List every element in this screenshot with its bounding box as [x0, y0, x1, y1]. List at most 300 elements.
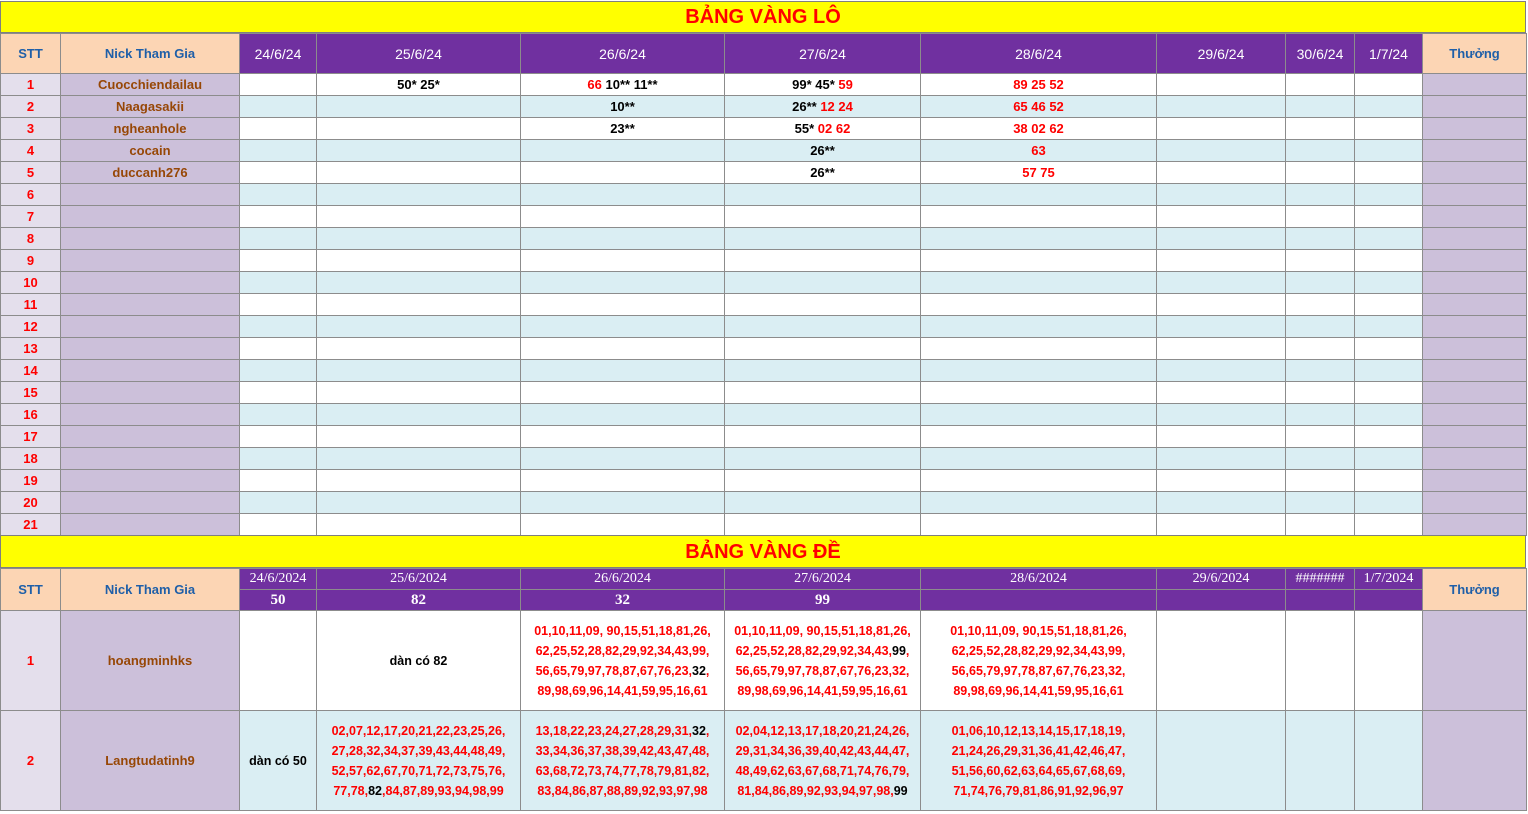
row-cell: [240, 74, 317, 96]
row-nick: [61, 272, 240, 294]
cell-number-run: 01,10,11,09, 90,15,51,18,81,26,: [950, 623, 1127, 638]
row-reward: [1423, 118, 1527, 140]
row-cell: [921, 470, 1157, 492]
row-cell: [1286, 140, 1355, 162]
row-cell: [240, 338, 317, 360]
row-cell: [317, 272, 521, 294]
row-cell: [1355, 294, 1423, 316]
row-cell: [725, 360, 921, 382]
row-cell: [1286, 470, 1355, 492]
row-cell: [521, 448, 725, 470]
cell-number-run: 82: [368, 783, 383, 798]
cell-number-run: 32: [692, 663, 706, 678]
row-stt: 12: [1, 316, 61, 338]
header-stt: STT: [1, 34, 61, 74]
row-nick: [61, 404, 240, 426]
row-cell: [1286, 316, 1355, 338]
cell-number-run: 59: [838, 77, 853, 92]
row-stt: 18: [1, 448, 61, 470]
row-cell: [1157, 360, 1286, 382]
row-cell: [921, 360, 1157, 382]
cell-number-run: 26**: [792, 99, 821, 114]
row-nick: [61, 184, 240, 206]
cell-number-run: 48,49,62,63,67,68,71,74,76,79,: [735, 763, 910, 778]
row-cell: [725, 448, 921, 470]
row-nick: ngheanhole: [61, 118, 240, 140]
row-cell: [921, 162, 1157, 184]
row-cell: [317, 96, 521, 118]
table-row: [1, 426, 1527, 448]
cell-number-run: 26**: [810, 165, 835, 180]
row-cell: [1157, 96, 1286, 118]
row-cell: [921, 250, 1157, 272]
row-cell: [1157, 294, 1286, 316]
row-stt: 21: [1, 514, 61, 536]
row-stt: 17: [1, 426, 61, 448]
cell-number-run: dàn có 50: [249, 753, 307, 768]
row-cell: [921, 404, 1157, 426]
row-cell: [725, 611, 921, 711]
cell-number-run: 56,65,79,97,78,87,67,76,23,32,: [735, 663, 910, 678]
row-cell: [1157, 470, 1286, 492]
row-cell: [921, 272, 1157, 294]
row-cell: [1355, 448, 1423, 470]
row-cell: [317, 711, 521, 811]
row-nick: [61, 382, 240, 404]
row-cell: [240, 448, 317, 470]
row-stt: 16: [1, 404, 61, 426]
row-cell: [240, 118, 317, 140]
row-cell: [1286, 96, 1355, 118]
row-cell: [1157, 250, 1286, 272]
row-cell: [1157, 448, 1286, 470]
row-cell: [240, 250, 317, 272]
row-cell: [1286, 611, 1355, 711]
row-cell: [725, 96, 921, 118]
row-cell: [317, 338, 521, 360]
table-row: [1, 184, 1527, 206]
row-nick: [61, 294, 240, 316]
row-cell: [1355, 360, 1423, 382]
row-cell: [921, 338, 1157, 360]
row-cell: [725, 118, 921, 140]
header-result: [1355, 590, 1423, 611]
row-cell: [240, 96, 317, 118]
cell-number-run: 26**: [810, 143, 835, 158]
row-cell: [1157, 338, 1286, 360]
row-cell: [1157, 74, 1286, 96]
row-cell: [725, 514, 921, 536]
row-cell: [921, 514, 1157, 536]
row-cell: [317, 514, 521, 536]
cell-number-run: 89,98,69,96,14,41,59,95,16,61: [537, 683, 708, 698]
cell-number-run: 71,74,76,79,81,86,91,92,96,97: [953, 783, 1124, 798]
cell-number-run: 62,25,52,28,82,29,92,34,43,: [735, 643, 892, 658]
row-cell: [725, 404, 921, 426]
cell-number-run: 02 62: [817, 121, 851, 136]
row-reward: [1423, 338, 1527, 360]
row-nick: [61, 448, 240, 470]
row-cell: [240, 492, 317, 514]
row-cell: [725, 228, 921, 250]
row-cell: [240, 184, 317, 206]
row-cell: [921, 118, 1157, 140]
row-cell: [1157, 404, 1286, 426]
table-row: [1, 272, 1527, 294]
cell-number-run: 83,84,86,87,88,89,92,93,97,98: [537, 783, 708, 798]
header-date: 1/7/24: [1355, 34, 1423, 74]
row-cell: [725, 711, 921, 811]
cell-number-run: 33,34,36,37,38,39,42,43,47,48,: [535, 743, 710, 758]
row-cell: [1355, 611, 1423, 711]
row-cell: [1286, 272, 1355, 294]
cell-number-run: 23**: [610, 121, 635, 136]
row-cell: [317, 448, 521, 470]
cell-number-run: 99* 45*: [792, 77, 839, 92]
row-stt: 13: [1, 338, 61, 360]
row-nick: [61, 514, 240, 536]
table-row: [1, 316, 1527, 338]
row-cell: [1286, 228, 1355, 250]
row-cell: [1157, 228, 1286, 250]
cell-number-run: 89 25 52: [1013, 77, 1064, 92]
row-cell: [521, 250, 725, 272]
row-nick: [61, 206, 240, 228]
cell-number-run: ,: [705, 723, 710, 738]
row-cell: [1286, 184, 1355, 206]
row-cell: [725, 338, 921, 360]
header-date: 27/6/2024: [725, 569, 921, 590]
row-stt: 1: [1, 74, 61, 96]
row-nick: hoangminhks: [61, 611, 240, 711]
row-cell: [725, 272, 921, 294]
cell-number-run: ,: [705, 663, 710, 678]
row-cell: [1286, 448, 1355, 470]
row-nick: [61, 470, 240, 492]
cell-number-run: 56,65,79,97,78,87,67,76,23,: [535, 663, 692, 678]
row-cell: [921, 96, 1157, 118]
cell-number-run: ,84,87,89,93,94,98,99: [382, 783, 504, 798]
row-cell: [725, 250, 921, 272]
row-cell: [240, 360, 317, 382]
header-stt: STT: [1, 569, 61, 611]
header-date: 26/6/2024: [521, 569, 725, 590]
row-cell: [1286, 206, 1355, 228]
row-cell: [725, 184, 921, 206]
row-nick: [61, 360, 240, 382]
header-nick: Nick Tham Gia: [61, 34, 240, 74]
header-date: 29/6/24: [1157, 34, 1286, 74]
row-cell: [921, 184, 1157, 206]
header-date: 28/6/2024: [921, 569, 1157, 590]
row-reward: [1423, 611, 1527, 711]
cell-number-run: 29,31,34,36,39,40,42,43,44,47,: [735, 743, 910, 758]
row-reward: [1423, 184, 1527, 206]
row-cell: [521, 316, 725, 338]
row-cell: [317, 611, 521, 711]
row-cell: [1286, 294, 1355, 316]
cell-number-run: 57 75: [1022, 165, 1055, 180]
header-date: 1/7/2024: [1355, 569, 1423, 590]
row-cell: [1157, 162, 1286, 184]
row-cell: [317, 470, 521, 492]
row-cell: [921, 492, 1157, 514]
cell-number-run: 02,04,12,13,17,18,20,21,24,26,: [735, 723, 910, 738]
row-cell: [725, 162, 921, 184]
row-cell: [317, 294, 521, 316]
row-cell: [521, 272, 725, 294]
row-cell: [1355, 140, 1423, 162]
row-reward: [1423, 272, 1527, 294]
row-cell: [1355, 316, 1423, 338]
table-row: [1, 514, 1527, 536]
table-row: [1, 140, 1527, 162]
table-row: [1, 404, 1527, 426]
row-cell: [921, 228, 1157, 250]
row-cell: [1157, 382, 1286, 404]
row-cell: [317, 184, 521, 206]
row-cell: [921, 448, 1157, 470]
header-date: 24/6/24: [240, 34, 317, 74]
row-nick: [61, 228, 240, 250]
row-cell: [725, 294, 921, 316]
row-stt: 8: [1, 228, 61, 250]
row-cell: [1355, 118, 1423, 140]
row-nick: duccanh276: [61, 162, 240, 184]
row-cell: [240, 711, 317, 811]
row-cell: [317, 228, 521, 250]
row-reward: [1423, 382, 1527, 404]
row-cell: [521, 206, 725, 228]
row-reward: [1423, 228, 1527, 250]
row-cell: [317, 74, 521, 96]
row-reward: [1423, 250, 1527, 272]
row-cell: [317, 426, 521, 448]
row-stt: 5: [1, 162, 61, 184]
row-nick: Cuocchiendailau: [61, 74, 240, 96]
row-cell: [521, 184, 725, 206]
cell-number-run: 89,98,69,96,14,41,59,95,16,61: [737, 683, 908, 698]
cell-number-run: 89,98,69,96,14,41,59,95,16,61: [953, 683, 1124, 698]
row-reward: [1423, 162, 1527, 184]
row-cell: [1355, 426, 1423, 448]
row-cell: [521, 382, 725, 404]
row-cell: [521, 514, 725, 536]
header-date: 28/6/24: [921, 34, 1157, 74]
row-reward: [1423, 470, 1527, 492]
row-cell: [240, 514, 317, 536]
row-cell: [1355, 404, 1423, 426]
row-cell: [1157, 611, 1286, 711]
row-cell: [1355, 206, 1423, 228]
row-cell: [521, 360, 725, 382]
row-cell: [1286, 250, 1355, 272]
cell-number-run: 65 46 52: [1013, 99, 1064, 114]
row-stt: 20: [1, 492, 61, 514]
table-row: [1, 74, 1527, 96]
row-reward: [1423, 492, 1527, 514]
cell-number-run: ,: [905, 643, 910, 658]
row-cell: [921, 611, 1157, 711]
header-result: 32: [521, 590, 725, 611]
row-cell: [1286, 162, 1355, 184]
table-row: [1, 96, 1527, 118]
cell-number-run: 32: [692, 723, 706, 738]
row-stt: 1: [1, 611, 61, 711]
header-date: 25/6/24: [317, 34, 521, 74]
row-cell: [521, 118, 725, 140]
de-title-banner: BẢNG VÀNG ĐỀ: [0, 535, 1526, 568]
row-stt: 3: [1, 118, 61, 140]
cell-number-run: 38 02 62: [1013, 121, 1064, 136]
cell-number-run: 63,68,72,73,74,77,78,79,81,82,: [535, 763, 710, 778]
cell-number-run: 01,10,11,09, 90,15,51,18,81,26,: [734, 623, 911, 638]
row-cell: [521, 611, 725, 711]
row-cell: [921, 74, 1157, 96]
row-cell: [240, 404, 317, 426]
row-cell: [240, 382, 317, 404]
cell-number-run: 01,06,10,12,13,14,15,17,18,19,: [951, 723, 1126, 738]
header-result: [1286, 590, 1355, 611]
row-nick: [61, 492, 240, 514]
row-reward: [1423, 514, 1527, 536]
row-cell: [921, 206, 1157, 228]
row-cell: [240, 470, 317, 492]
row-cell: [240, 272, 317, 294]
row-cell: [1286, 514, 1355, 536]
row-cell: [1286, 404, 1355, 426]
row-cell: [521, 228, 725, 250]
row-stt: 2: [1, 96, 61, 118]
row-cell: [1157, 316, 1286, 338]
row-cell: [317, 492, 521, 514]
row-cell: [240, 316, 317, 338]
row-reward: [1423, 96, 1527, 118]
header-date: 25/6/2024: [317, 569, 521, 590]
cell-number-run: 55*: [794, 121, 818, 136]
table-row: [1, 250, 1527, 272]
row-cell: [1355, 96, 1423, 118]
row-cell: [725, 74, 921, 96]
row-cell: [521, 492, 725, 514]
table-row: [1, 611, 1527, 711]
row-cell: [240, 140, 317, 162]
row-cell: [1157, 272, 1286, 294]
cell-number-run: 50* 25*: [397, 77, 440, 92]
cell-number-run: 62,25,52,28,82,29,92,34,43,99,: [535, 643, 710, 658]
header-date: 27/6/24: [725, 34, 921, 74]
row-cell: [1355, 272, 1423, 294]
cell-number-run: 10** 11**: [605, 77, 658, 92]
cell-number-run: 81,84,86,89,92,93,94,97,98,: [737, 783, 894, 798]
table-row: [1, 206, 1527, 228]
lo-title-banner: BẢNG VÀNG LÔ: [0, 1, 1526, 33]
row-cell: [521, 470, 725, 492]
cell-number-run: 63: [1031, 143, 1046, 158]
header-result: 82: [317, 590, 521, 611]
row-cell: [1286, 711, 1355, 811]
row-cell: [921, 711, 1157, 811]
row-cell: [1157, 711, 1286, 811]
table-row: [1, 162, 1527, 184]
row-cell: [1157, 206, 1286, 228]
cell-number-run: 01,10,11,09, 90,15,51,18,81,26,: [534, 623, 711, 638]
row-reward: [1423, 404, 1527, 426]
row-cell: [317, 140, 521, 162]
row-cell: [1355, 338, 1423, 360]
header-date: 29/6/2024: [1157, 569, 1286, 590]
header-reward: Thưởng: [1423, 34, 1527, 74]
header-result: 99: [725, 590, 921, 611]
row-cell: [521, 74, 725, 96]
row-stt: 7: [1, 206, 61, 228]
row-nick: [61, 338, 240, 360]
row-cell: [240, 162, 317, 184]
table-row: [1, 338, 1527, 360]
row-reward: [1423, 316, 1527, 338]
row-cell: [1157, 514, 1286, 536]
row-nick: Naagasakii: [61, 96, 240, 118]
row-cell: [1355, 184, 1423, 206]
header-date: #######: [1286, 569, 1355, 590]
row-cell: [725, 206, 921, 228]
row-cell: [725, 316, 921, 338]
row-stt: 14: [1, 360, 61, 382]
row-cell: [317, 206, 521, 228]
row-cell: [521, 96, 725, 118]
cell-number-run: 99: [892, 643, 906, 658]
cell-number-run: 10**: [610, 99, 635, 114]
row-stt: 10: [1, 272, 61, 294]
table-row: [1, 711, 1527, 811]
row-cell: [521, 140, 725, 162]
row-cell: [521, 711, 725, 811]
row-cell: [240, 611, 317, 711]
cell-number-run: 62,25,52,28,82,29,92,34,43,99,: [951, 643, 1126, 658]
row-cell: [1157, 426, 1286, 448]
row-stt: 6: [1, 184, 61, 206]
row-cell: [1286, 426, 1355, 448]
row-nick: [61, 250, 240, 272]
row-cell: [725, 140, 921, 162]
row-cell: [521, 294, 725, 316]
header-result: [1157, 590, 1286, 611]
table-row: [1, 448, 1527, 470]
row-stt: 2: [1, 711, 61, 811]
row-stt: 9: [1, 250, 61, 272]
table-row: [1, 228, 1527, 250]
row-cell: [521, 404, 725, 426]
row-reward: [1423, 360, 1527, 382]
row-stt: 11: [1, 294, 61, 316]
de-table: [0, 568, 1527, 811]
row-cell: [725, 426, 921, 448]
row-cell: [317, 250, 521, 272]
cell-number-run: 52,57,62,67,70,71,72,73,75,76,: [331, 763, 506, 778]
row-cell: [240, 294, 317, 316]
row-cell: [1355, 250, 1423, 272]
row-reward: [1423, 448, 1527, 470]
table-row: [1, 294, 1527, 316]
row-cell: [1355, 162, 1423, 184]
row-cell: [1157, 184, 1286, 206]
cell-number-run: 77,78,: [333, 783, 369, 798]
row-cell: [1157, 492, 1286, 514]
row-stt: 19: [1, 470, 61, 492]
row-cell: [1355, 711, 1423, 811]
header-date: 24/6/2024: [240, 569, 317, 590]
row-cell: [921, 294, 1157, 316]
